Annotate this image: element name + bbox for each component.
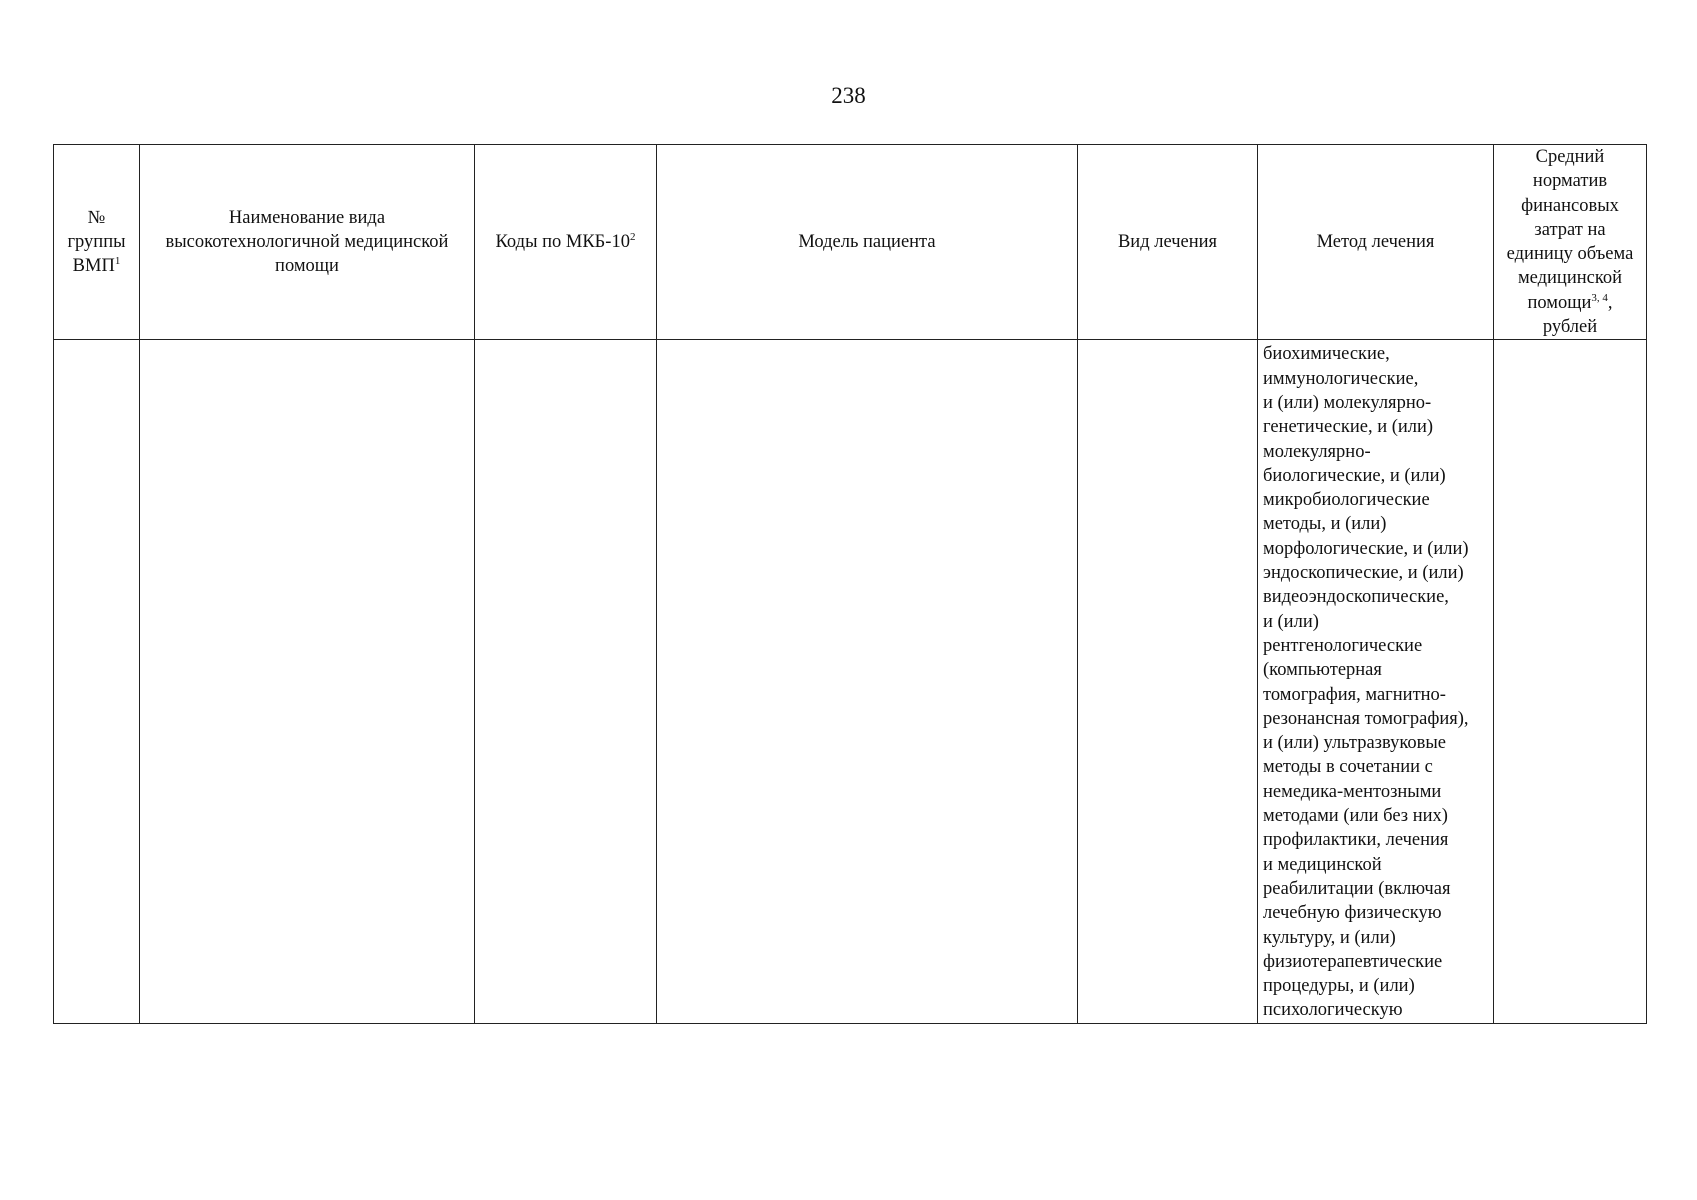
header-cost-line	[1500, 291, 1640, 315]
header-group-number	[54, 145, 140, 340]
header-row	[54, 145, 1647, 340]
method-line: процедуры, и (или)	[1263, 976, 1415, 997]
page-number: 238	[831, 83, 866, 108]
footnote-ref: 3, 4	[1591, 291, 1608, 304]
cell-icd-codes	[475, 340, 657, 1023]
method-line: морфологические, и (или)	[1263, 538, 1469, 559]
header-care-name-line: высокотехнологичной медицинской	[165, 232, 449, 253]
method-line: биологические, и (или)	[1263, 465, 1446, 486]
method-line: микробиологические	[1263, 490, 1430, 511]
method-line: иммунологические,	[1263, 368, 1419, 389]
method-line: и (или) молекулярно-	[1263, 392, 1432, 413]
header-care-name	[140, 145, 475, 340]
method-line: культуру, и (или)	[1263, 927, 1396, 948]
method-line: и (или)	[1263, 611, 1319, 632]
cell-group-number	[54, 340, 140, 1023]
header-group-line: №	[87, 207, 106, 228]
cell-care-name	[140, 340, 475, 1023]
header-group-line: группы	[67, 232, 126, 253]
header-group-line	[60, 254, 133, 278]
method-line: реабилитации (включая	[1263, 878, 1451, 899]
header-treatment-method-text: Метод лечения	[1316, 232, 1435, 253]
header-treatment-method	[1258, 145, 1494, 340]
method-line: методы в сочетании с	[1263, 757, 1433, 778]
cell-patient-model	[657, 340, 1078, 1023]
header-care-name-line: Наименование вида	[228, 207, 386, 228]
method-line: методами (или без них)	[1263, 806, 1448, 827]
header-cost-line: затрат на	[1534, 219, 1606, 240]
method-line: профилактики, лечения	[1263, 830, 1449, 851]
header-cost-line: рублей	[1542, 317, 1598, 338]
header-patient-model	[657, 145, 1078, 340]
method-line: лечебную физическую	[1263, 903, 1442, 924]
method-line: эндоскопические, и (или)	[1263, 563, 1464, 584]
header-group-abbr: ВМП	[72, 256, 115, 277]
header-icd-codes-text: Коды по МКБ-10	[495, 232, 630, 253]
method-line: методы, и (или)	[1263, 514, 1387, 535]
cell-treatment-method	[1258, 340, 1494, 1023]
header-patient-model-text: Модель пациента	[798, 232, 936, 253]
method-line: молекулярно-	[1263, 441, 1371, 462]
method-line: биохимические,	[1263, 344, 1390, 365]
header-cost-line: единицу объема	[1506, 244, 1634, 265]
header-treatment-type	[1078, 145, 1258, 340]
header-cost-word: помощи	[1527, 292, 1592, 313]
method-line: генетические, и (или)	[1263, 417, 1434, 438]
vmp-table	[53, 144, 1647, 1024]
header-cost-line: Средний	[1535, 147, 1605, 167]
method-line: томография, магнитно-	[1263, 684, 1446, 705]
method-line: и (или) ультразвуковые	[1263, 733, 1447, 754]
method-line: физиотерапевтические	[1263, 951, 1443, 972]
header-cost-line: медицинской	[1517, 268, 1623, 289]
footnote-ref: 1	[114, 255, 121, 268]
method-line: и медицинской	[1263, 854, 1382, 875]
method-line: психологическую	[1263, 1000, 1403, 1021]
header-cost-comma: ,	[1607, 292, 1613, 313]
header-icd-codes-line	[481, 230, 650, 254]
method-line: видеоэндоскопические,	[1263, 587, 1449, 608]
footnote-ref: 2	[629, 230, 636, 243]
method-line: рентгенологические	[1263, 635, 1423, 656]
header-cost-line: норматив	[1532, 171, 1608, 192]
cell-average-cost	[1494, 340, 1647, 1023]
table-row	[54, 340, 1647, 1023]
header-average-cost	[1494, 145, 1647, 340]
cell-treatment-type	[1078, 340, 1258, 1023]
header-treatment-type-text: Вид лечения	[1117, 232, 1218, 253]
method-line: резонансная томография),	[1263, 708, 1469, 729]
header-care-name-line: помощи	[275, 256, 339, 277]
header-icd-codes	[475, 145, 657, 340]
method-line: (компьютерная	[1263, 660, 1382, 681]
header-cost-line: финансовых	[1521, 195, 1619, 216]
method-line: немедика-ментозными	[1263, 781, 1442, 802]
